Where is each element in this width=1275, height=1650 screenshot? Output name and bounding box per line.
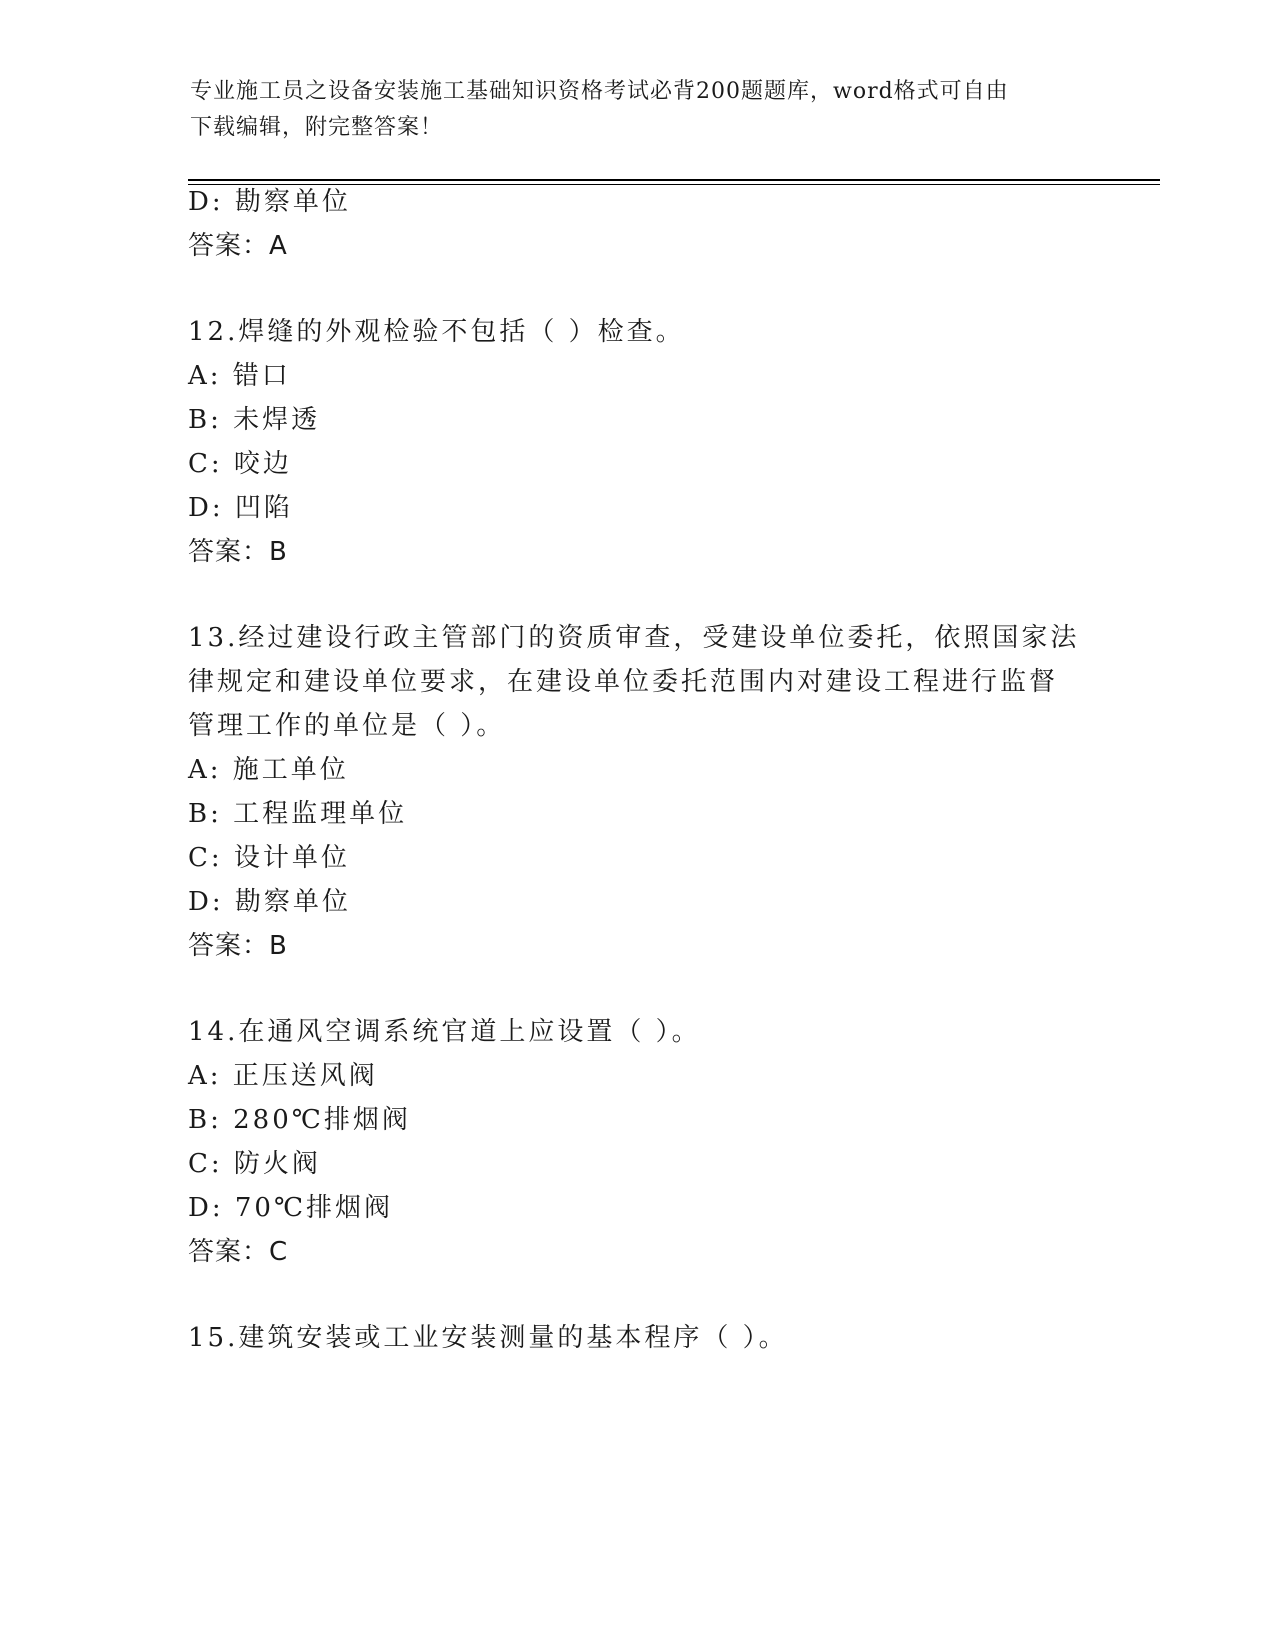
q13-question-line-1: 13.经过建设行政主管部门的资质审查，受建设单位委托，依照国家法 — [188, 623, 1080, 653]
header-divider-thin — [188, 184, 1160, 185]
q13-answer: 答案：B — [188, 931, 288, 961]
q14-option-c: C: 防火阀 — [188, 1149, 321, 1179]
q13-option-b: B: 工程监理单位 — [188, 799, 408, 829]
q12-question: 12.焊缝的外观检验不包括（ ）检查。 — [188, 317, 685, 347]
header-line-2: 下载编辑，附完整答案！ — [190, 115, 444, 140]
q13-question-line-3: 管理工作的单位是（ ）。 — [188, 711, 506, 741]
q12-option-c: C: 咬边 — [188, 449, 292, 479]
q14-question: 14.在通风空调系统官道上应设置（ ）。 — [188, 1017, 701, 1047]
header-line-1: 专业施工员之设备安装施工基础知识资格考试必背200题题库，word格式可自由 — [190, 79, 1009, 104]
header-divider-thick — [188, 179, 1160, 181]
document-header — [190, 74, 1090, 146]
q13-option-c: C: 设计单位 — [188, 843, 350, 873]
q13-option-a: A: 施工单位 — [188, 755, 349, 785]
prev-option-d: D: 勘察单位 — [188, 187, 351, 217]
q12-option-a: A: 错口 — [188, 361, 291, 391]
prev-answer: 答案：A — [188, 231, 288, 261]
q13-option-d: D: 勘察单位 — [188, 887, 351, 917]
q12-option-b: B: 未焊透 — [188, 405, 321, 435]
q14-option-d: D: 70℃排烟阀 — [188, 1193, 394, 1223]
q12-answer: 答案：B — [188, 537, 288, 567]
q14-option-b: B: 280℃排烟阀 — [188, 1105, 411, 1135]
q15-question: 15.建筑安装或工业安装测量的基本程序（ ）。 — [188, 1323, 788, 1353]
q12-option-d: D: 凹陷 — [188, 493, 293, 523]
q13-question-line-2: 律规定和建设单位要求，在建设单位委托范围内对建设工程进行监督 — [188, 667, 1059, 697]
q14-answer: 答案：C — [188, 1237, 289, 1267]
q14-option-a: A: 正压送风阀 — [188, 1061, 378, 1091]
